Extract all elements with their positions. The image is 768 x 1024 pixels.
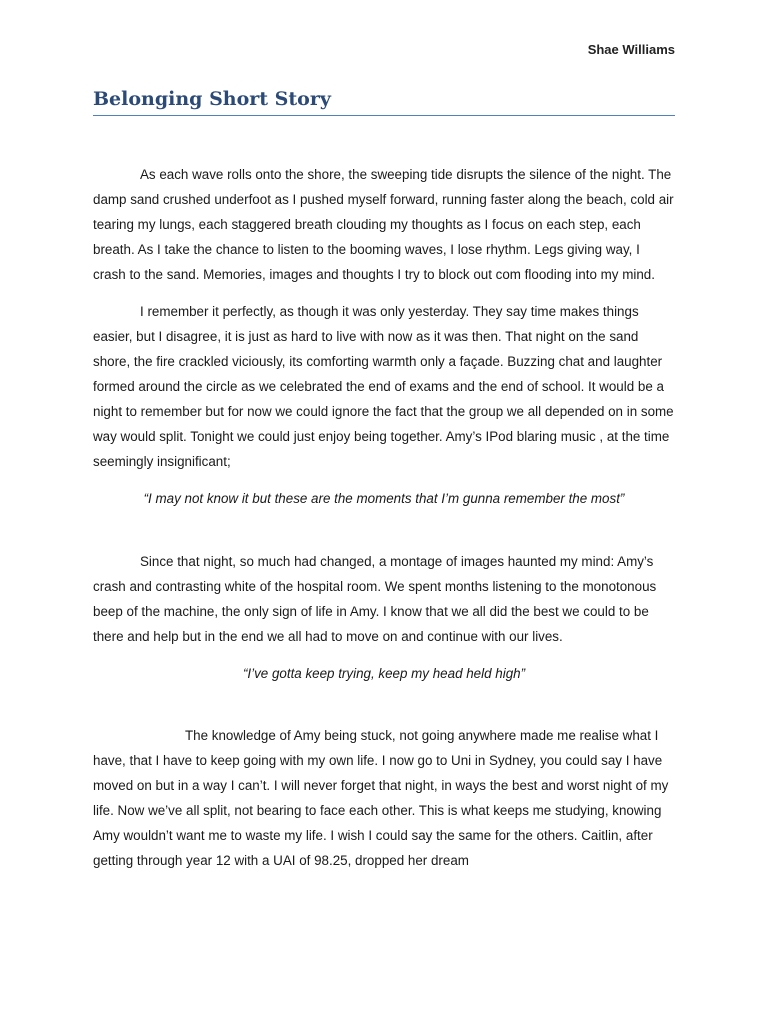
paragraph-1: As each wave rolls onto the shore, the sweeping tide disrupts the silence of the night. The damp sand crushed underfoot as I pushed myself forward, running faster along the beach, cold air tearing my lungs, each staggered breath clouding my thoughts as I focus on each step, each breath. As I take the chance to listen to the booming waves, I lose rhythm. Legs giving way, I crash to the sand. Memories, images and thoughts I try to block out com flooding into my mind.: [93, 167, 674, 282]
author-name: Shae Williams: [587, 42, 675, 57]
paragraph-3: Since that night, so much had changed, a montage of images haunted my mind: Amy’s crash and contrasting white of the hospital room. We spent months listening to the monotonous beep of the machine, the only sign of life in Amy. I know that we all did the best we could to be there and help but in the end we all had to move on and continue with our lives.: [93, 554, 657, 644]
paragraph-4: The knowledge of Amy being stuck, not going anywhere made me realise what I have, that I have to keep going with my own life. I now go to Uni in Sydney, you could say I have moved on but in a way I can’t. I will never forget that night, in ways the best and worst night of my life. Now we’ve all split, not bearing to face each other. This is what keeps me studying, knowing Amy wouldn’t want me to waste my life. I wish I could say the same for the others. Caitlin, after getting through year 12 with a UAI of 98.25, dropped her dream: [93, 728, 669, 868]
paragraph-2: I remember it perfectly, as though it was only yesterday. They say time makes things easier, but I disagree, it is just as hard to live with now as it was then. That night on the sand shore, the fire crackled viciously, its comforting warmth only a façade. Buzzing chat and laughter formed around the circle as we celebrated the end of exams and the end of school. It would be a night to remember but for now we could ignore the fact that the group we all depended on in some way would split. Tonight we could just enjoy being together. Amy’s IPod blaring music , at the time seemingly insignificant;: [93, 304, 674, 469]
story-body: [93, 162, 675, 885]
title-divider: [93, 115, 675, 116]
lyric-quote-1: “I may not know it but these are the moments that I’m gunna remember the most”: [143, 491, 625, 506]
lyric-quote-2: “I’ve gotta keep trying, keep my head held high”: [242, 666, 526, 681]
document-title: Belonging Short Story: [93, 88, 331, 110]
